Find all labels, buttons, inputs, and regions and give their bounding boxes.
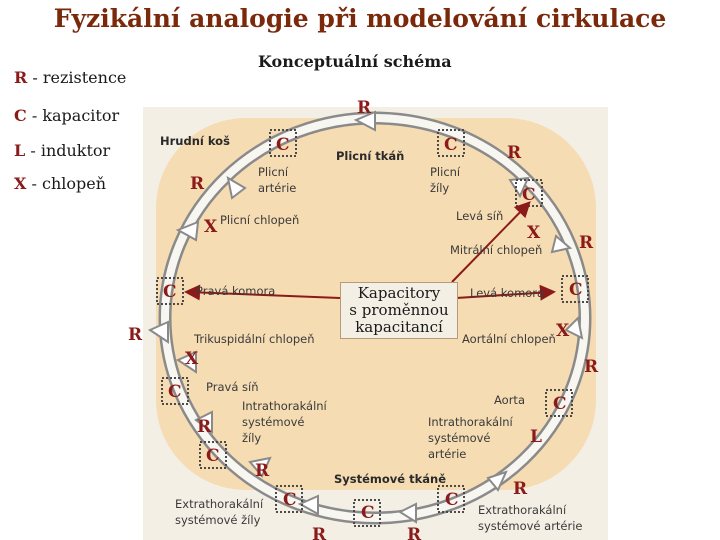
symbol-c: C	[206, 446, 220, 466]
symbol-x: X	[556, 321, 570, 341]
callout-line: s proměnnou	[349, 301, 449, 319]
symbol-c: C	[444, 135, 458, 155]
callout-variable-capacitors	[340, 282, 458, 339]
symbol-x: X	[185, 349, 199, 369]
label-hrudni-kos: Hrudní koš	[160, 134, 230, 148]
symbol-c: C	[163, 282, 177, 302]
label-prava-komora: Pravá komora	[196, 284, 276, 298]
label-aorta: Aorta	[494, 393, 525, 407]
symbol-r: R	[197, 417, 212, 437]
label-plicni-zily-1: Plicní	[430, 165, 461, 179]
legend-capacitor: C - kapacitor	[14, 106, 120, 125]
symbol-r: R	[128, 325, 143, 345]
symbol-x: X	[527, 223, 541, 243]
symbol-c: C	[569, 280, 583, 300]
symbol-c: C	[361, 503, 375, 523]
symbol-c: C	[283, 490, 297, 510]
symbol-c: C	[168, 382, 182, 402]
label-trikuspidalni-chlopen: Trikuspidální chlopeň	[194, 332, 315, 346]
label-leva-komora: Levá komora	[470, 286, 545, 300]
symbol-r: R	[513, 479, 528, 499]
label-systemove-tkane: Systémové tkáně	[334, 472, 446, 486]
label-prava-sin: Pravá síň	[206, 380, 259, 394]
label-leva-sin: Levá síň	[456, 209, 504, 223]
symbol-r: R	[357, 98, 372, 118]
label-extra-zily-2: systémové žíly	[175, 513, 261, 527]
label-plicni-zily-2: žíly	[430, 181, 450, 195]
label-intra-zily-3: žíly	[242, 431, 262, 445]
callout-line: Kapacitory	[357, 284, 441, 302]
legend-inductor: L - induktor	[14, 141, 111, 160]
symbol-r: R	[407, 525, 422, 540]
label-plicni-chlopen: Plicní chlopeň	[220, 213, 300, 227]
symbol-r: R	[255, 461, 270, 481]
symbol-c: C	[522, 185, 536, 205]
symbol-c: C	[553, 394, 567, 414]
label-plicni-arterie-1: Plicní	[258, 165, 289, 179]
symbol-r: R	[312, 525, 327, 540]
label-intra-arterie-1: Intrathorakální	[428, 415, 513, 429]
callout-line: kapacitancí	[355, 318, 443, 336]
legend-valve: X - chlopeň	[14, 174, 107, 193]
label-mitralni-chlopen: Mitrální chlopeň	[450, 243, 543, 257]
label-aortalni-chlopen: Aortální chlopeň	[462, 332, 556, 346]
symbol-r: R	[190, 174, 205, 194]
label-plicni-arterie-2: artérie	[258, 181, 297, 195]
label-extra-zily-1: Extrathorakální	[175, 497, 264, 511]
symbol-l: L	[530, 427, 542, 447]
label-intra-arterie-3: artérie	[428, 447, 467, 461]
label-intra-zily-1: Intrathorakální	[242, 399, 327, 413]
label-intra-zily-2: systémové	[242, 415, 305, 429]
symbol-c: C	[276, 135, 290, 155]
symbol-r: R	[507, 143, 522, 163]
symbol-c: C	[445, 490, 459, 510]
diagram-subtitle: Konceptuální schéma	[258, 52, 452, 71]
label-extra-arterie-2: systémové artérie	[478, 519, 583, 533]
label-intra-arterie-2: systémové	[428, 431, 491, 445]
label-extra-arterie-1: Extrathorakální	[478, 503, 567, 517]
symbol-x: X	[204, 217, 218, 237]
page-title: Fyzikální analogie při modelování cirkulace	[53, 4, 667, 33]
label-plicni-tkan: Plicní tkáň	[336, 149, 405, 163]
symbol-r: R	[584, 357, 599, 377]
symbol-r: R	[579, 233, 594, 253]
legend-resistance: R - rezistence	[14, 68, 127, 87]
